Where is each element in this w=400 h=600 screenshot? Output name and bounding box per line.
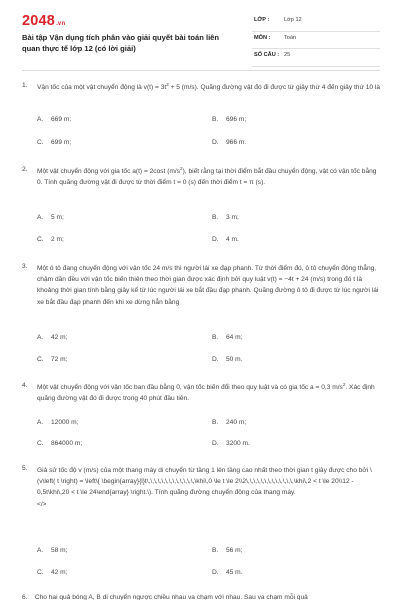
option-key: A. xyxy=(37,214,44,221)
option-d[interactable] xyxy=(212,139,246,146)
logo-text: 2048 xyxy=(22,13,56,29)
question-number: 4. xyxy=(22,382,28,389)
option-c[interactable] xyxy=(37,139,71,146)
option-key: B. xyxy=(212,419,219,426)
option-text: 56 m; xyxy=(226,547,243,554)
option-text: 669 m; xyxy=(51,116,72,123)
option-text: 72 m; xyxy=(51,356,68,363)
option-key: D. xyxy=(212,236,219,243)
option-text: 64 m; xyxy=(226,334,243,341)
option-key: B. xyxy=(212,334,219,341)
meta-label: MÔN : xyxy=(254,34,271,41)
option-key: D. xyxy=(212,356,219,363)
option-text: 240 m; xyxy=(226,419,247,426)
document-title: Bài tập Vận dụng tích phân vào giải quyết bài toán liên quan thực tế lớp 12 (có lời giải) xyxy=(22,33,220,53)
option-key: A. xyxy=(37,547,44,554)
meta-label: LỚP : xyxy=(254,17,270,23)
option-key: B. xyxy=(212,547,219,554)
option-text: 699 m; xyxy=(51,139,72,146)
option-d[interactable] xyxy=(212,440,250,447)
option-key: A. xyxy=(37,116,44,123)
option-text: 2 m; xyxy=(51,236,64,243)
option-key: C. xyxy=(37,569,44,576)
question-number: 2. xyxy=(22,166,28,173)
option-c[interactable] xyxy=(37,569,68,576)
option-a[interactable] xyxy=(37,419,79,426)
option-b[interactable] xyxy=(212,214,239,221)
option-b[interactable] xyxy=(212,334,243,341)
option-a[interactable] xyxy=(37,547,68,554)
option-b[interactable] xyxy=(212,116,246,123)
option-d[interactable] xyxy=(212,236,239,243)
header-divider xyxy=(22,70,380,71)
option-key: B. xyxy=(212,116,219,123)
option-a[interactable] xyxy=(37,116,71,123)
option-c[interactable] xyxy=(37,356,68,363)
question-text: 6. Cho hai quả bóng A, B di chuyển ngược chiều nhau va chạm với nhau. Sau va chạm mỗi quả xyxy=(22,594,308,600)
option-text: 3 m; xyxy=(226,214,239,221)
option-key: D. xyxy=(212,139,219,146)
option-key: B. xyxy=(212,214,219,221)
meta-value: Lớp 12 xyxy=(284,17,302,23)
option-c[interactable] xyxy=(37,236,64,243)
option-d[interactable] xyxy=(212,569,243,576)
header xyxy=(0,0,400,70)
option-text: 58 m; xyxy=(51,547,68,554)
meta-table xyxy=(252,14,380,67)
option-text: 864000 m; xyxy=(51,440,83,447)
option-b[interactable] xyxy=(212,547,243,554)
option-text: 5 m; xyxy=(51,214,64,221)
option-a[interactable] xyxy=(37,214,64,221)
option-key: A. xyxy=(37,419,44,426)
question-6-partial xyxy=(22,592,380,600)
option-text: 42 m; xyxy=(51,569,68,576)
option-key: A. xyxy=(37,334,44,341)
logo-tld: .vn xyxy=(56,21,66,27)
option-text: 966 m. xyxy=(226,139,247,146)
question-text: Một vật chuyển động với gia tốc a(t) = 2cost $(m/s^2)$, biết rằng tại thời điểm bắt đầu chuyển động, vật có vận tốc bằng 0. Tính quãng đường vật đi được từ thời điểm t = 0 (s) đến thời điểm t = π (s). xyxy=(37,165,377,187)
meta-value: Toán xyxy=(284,34,297,41)
option-key: C. xyxy=(37,356,44,363)
option-text: 42 m; xyxy=(51,334,68,341)
question-number: 1. xyxy=(22,82,28,89)
question-text: Vận tốc của một vật chuyển động là $v(t) = 3t^2 + 5$ (m/s). Quãng đường vật đó đi được từ giây thứ 4 đến giây thứ 10 là xyxy=(37,81,381,91)
meta-row-class xyxy=(252,14,380,32)
option-c[interactable] xyxy=(37,440,82,447)
question-number: 5. xyxy=(22,465,28,472)
meta-row-subject xyxy=(252,32,380,50)
question-text: Một ô tô đang chuyển động với vận tốc 24 m/s thì người lái xe đạp phanh. Từ thời điểm đó, ô tô chuyển động thẳng, chậm dần đều với vận tốc biến thiên theo thời gian được xác định bởi quy luật v(t) = −4t + 24 (m/s) trong đó t là khoảng thời gian tính bằng giây kể từ lúc người lái xe bắt đầu đạp phanh. Quãng đường ô tô đi được từ lúc người lái xe bắt đầu đạp phanh đến khi xe dừng hẳn bằng xyxy=(37,265,379,306)
option-a[interactable] xyxy=(37,334,68,341)
meta-label: SỐ CÂU : xyxy=(254,52,280,58)
option-key: C. xyxy=(37,236,44,243)
option-key: C. xyxy=(37,139,44,146)
option-text: 696 m; xyxy=(226,116,247,123)
option-key: C. xyxy=(37,440,44,447)
option-b[interactable] xyxy=(212,419,246,426)
option-key: D. xyxy=(212,569,219,576)
option-text: 3200 m. xyxy=(226,440,250,447)
meta-value: 25 xyxy=(284,52,291,58)
option-key: D. xyxy=(212,440,219,447)
site-logo[interactable] xyxy=(22,13,65,29)
meta-row-count xyxy=(252,49,380,67)
option-text: 45 m. xyxy=(226,569,243,576)
option-text: 50 m. xyxy=(226,356,243,363)
option-text: 12000 m; xyxy=(51,419,79,426)
option-d[interactable] xyxy=(212,356,243,363)
option-text: 4 m. xyxy=(226,236,239,243)
question-text: Một vật chuyển động với vận tốc ban đầu bằng 0, vận tốc biến đổi theo quy luật và có gia tốc a = 0,3 $m/s^2$. Xác định quãng đường vật đó đi được trong 40 phút đầu tiên. xyxy=(37,381,375,403)
question-text: Giả sử tốc độ v (m/s) của một thang máy di chuyển từ tầng 1 lên tầng cao nhất theo thời gian t giây được cho bởi \(v\left( t \right) = \left\{ \begin{array}{l}t\,\,\,\,\,\,\,\,\,\,\,\,\,\khi\,0 \le t \le 2\\2\,\,\,\,\,\,\,\,\,\,\,\,\,\khi\,2 < t \le 20\\12 - 0,5t\khi\,20 < t \le 24\end{array} \right.\). Tính quãng đường chuyển động của thang máy. </> xyxy=(37,467,372,508)
question-number: 3. xyxy=(22,263,28,270)
